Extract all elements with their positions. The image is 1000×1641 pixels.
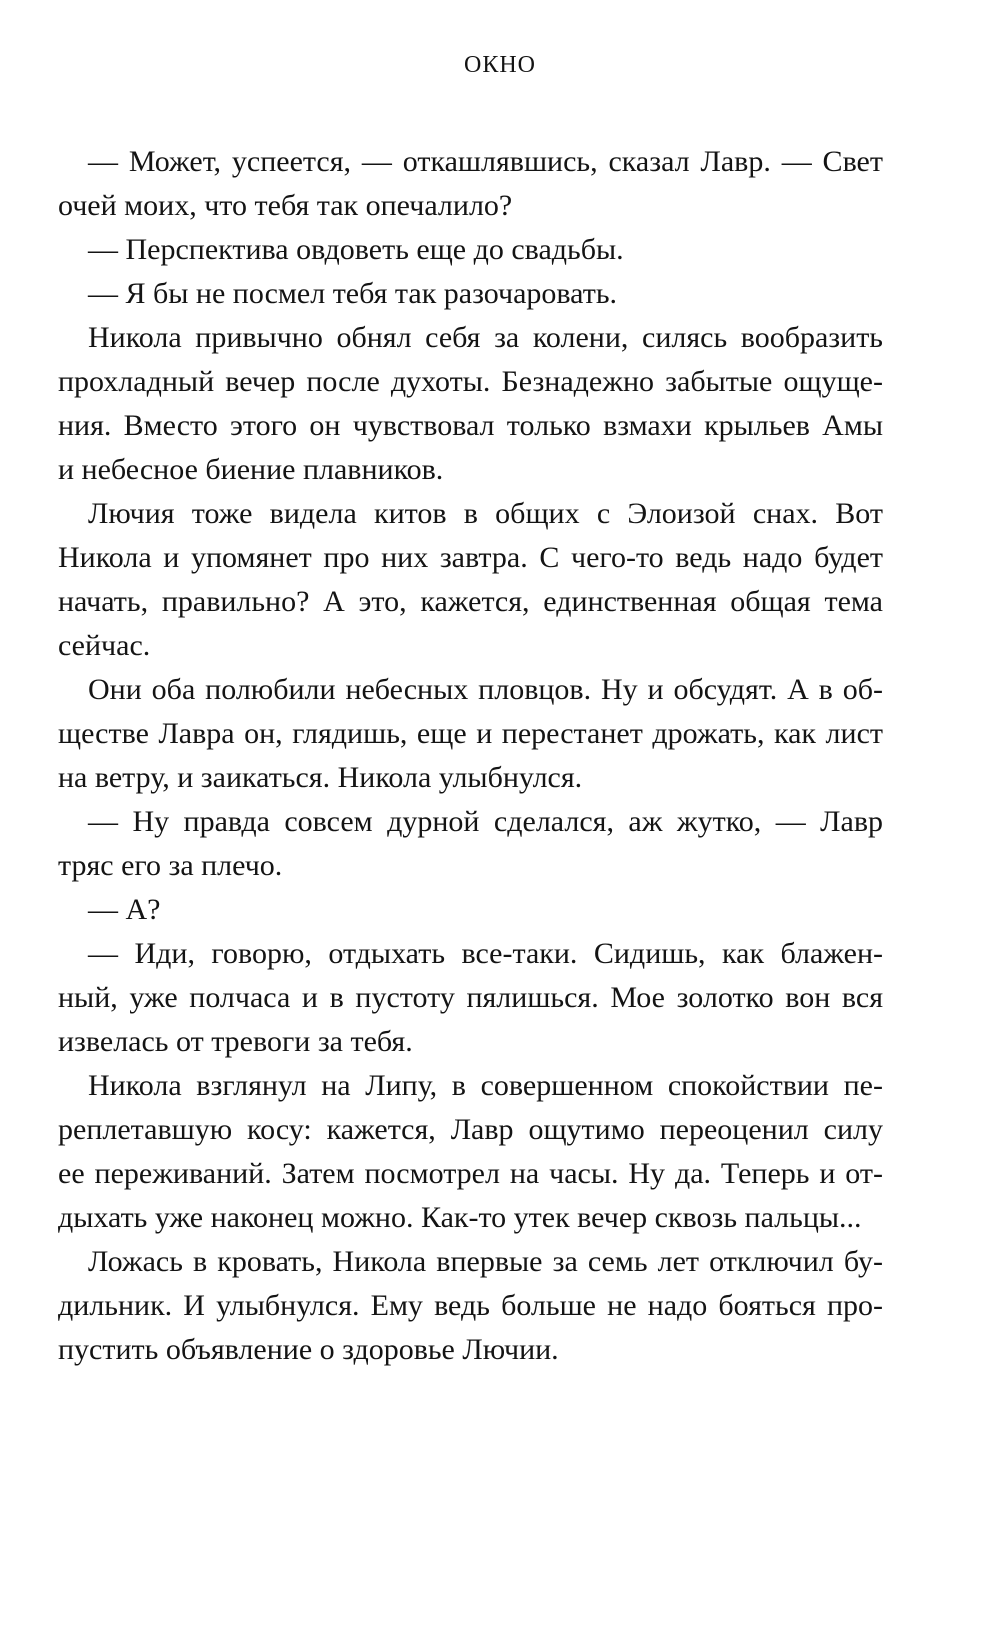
paragraph — [58, 492, 883, 668]
text-line: ния. Вместо этого он чувствовал только взмахи крыльев Амы — [58, 409, 883, 442]
text-line: — Я бы не посмел тебя так разочаровать. — [88, 277, 618, 310]
paragraph — [58, 1240, 883, 1372]
text-line: дыхать уже наконец можно. Как-то утек вечер сквозь пальцы... — [58, 1201, 862, 1234]
text-line: Ложась в кровать, Никола впервые за семь лет отключил бу- — [88, 1245, 883, 1278]
text-line: сейчас. — [58, 629, 151, 662]
paragraph — [58, 316, 883, 492]
text-line: — А? — [88, 893, 161, 926]
paragraph — [58, 888, 883, 932]
text-line: ществе Лавра он, глядишь, еще и перестанет дрожать, как лист — [58, 717, 883, 750]
text-line: — Перспектива овдоветь еще до свадьбы. — [88, 233, 624, 266]
text-line: дильник. И улыбнулся. Ему ведь больше не надо бояться про- — [58, 1289, 883, 1322]
text-line: и небесное биение плавников. — [58, 453, 444, 486]
text-line: очей моих, что тебя так опечалило? — [58, 189, 513, 222]
text-line: на ветру, и заикаться. Никола улыбнулся. — [58, 761, 583, 794]
paragraph — [58, 228, 883, 272]
paragraph — [58, 140, 883, 228]
text-line: Никола и упомянет про них завтра. С чего-то ведь надо будет — [58, 541, 883, 574]
text-line: Лючия тоже видела китов в общих с Элоизой снах. Вот — [88, 497, 883, 530]
text-line: — Иди, говорю, отдыхать все-таки. Сидишь, как блажен- — [88, 937, 883, 970]
paragraph — [58, 272, 883, 316]
text-line: Никола привычно обнял себя за колени, силясь вообразить — [88, 321, 883, 354]
text-line: реплетавшую косу: кажется, Лавр ощутимо переоценил силу — [58, 1113, 883, 1146]
text-line: начать, правильно? А это, кажется, единственная общая тема — [58, 585, 883, 618]
paragraph — [58, 932, 883, 1064]
text-line: прохладный вечер после духоты. Безнадежно забытые ощуще- — [58, 365, 883, 398]
text-line: извелась от тревоги за тебя. — [58, 1025, 413, 1058]
text-line: — Ну правда совсем дурной сделался, аж жутко, — Лавр — [88, 805, 883, 838]
text-line: — Может, успеется, — откашлявшись, сказал Лавр. — Свет — [88, 145, 883, 178]
text-line: тряс его за плечо. — [58, 849, 283, 882]
text-line: Они оба полюбили небесных пловцов. Ну и обсудят. А в об- — [88, 673, 883, 706]
paragraph — [58, 1064, 883, 1240]
text-line: Никола взглянул на Липу, в совершенном спокойствии пе- — [88, 1069, 883, 1102]
body-text — [58, 140, 883, 1372]
text-line: ее переживаний. Затем посмотрел на часы. Ну да. Теперь и от- — [58, 1157, 883, 1190]
running-head: ОКНО — [463, 52, 536, 78]
text-line: ный, уже полчаса и в пустоту пялишься. Мое золотко вон вся — [58, 981, 883, 1014]
text-line: пустить объявление о здоровье Лючии. — [58, 1333, 559, 1366]
paragraph — [58, 800, 883, 888]
paragraph — [58, 668, 883, 800]
